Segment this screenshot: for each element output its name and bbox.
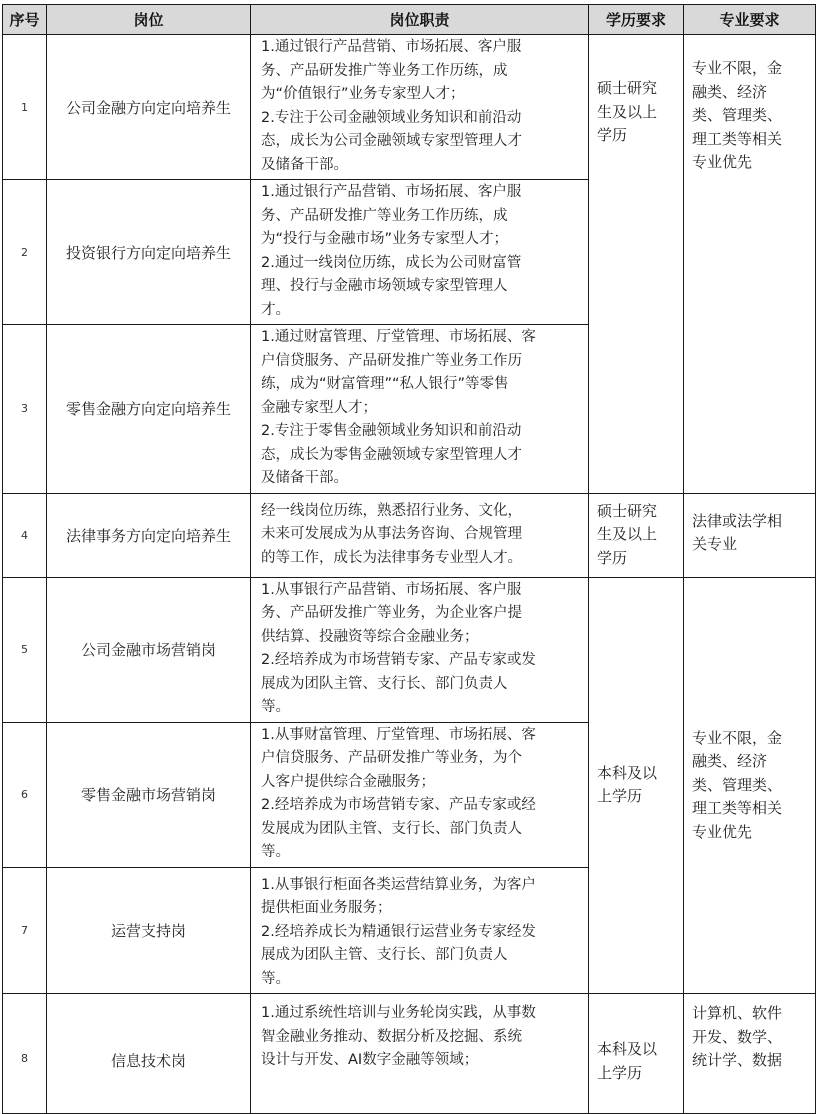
education-requirement: 本科及以 上学历 bbox=[589, 994, 684, 1114]
position-name: 零售金融市场营销岗 bbox=[47, 722, 251, 867]
position-name: 零售金融方向定向培养生 bbox=[47, 325, 251, 494]
position-duties: 1.从事银行柜面各类运营结算业务，为客户 提供柜面业务服务； 2.经培养成长为精通银行运营业务专家经发 展成为团队主管、支行长、部门负责人 等。 bbox=[251, 867, 589, 994]
major-requirement: 专业不限，金 融类、经济 类、管理类、 理工类等相关 专业优先 bbox=[684, 577, 816, 994]
major-requirement: 计算机、软件 开发、数学、 统计学、数据 bbox=[684, 994, 816, 1114]
header-education: 学历要求 bbox=[589, 5, 684, 35]
position-name: 法律事务方向定向培养生 bbox=[47, 493, 251, 577]
position-name: 投资银行方向定向培养生 bbox=[47, 180, 251, 325]
table-row bbox=[3, 994, 816, 1114]
table-row bbox=[3, 577, 816, 722]
position-duties: 1.从事财富管理、厅堂管理、市场拓展、客 户信贷服务、产品研发推广等业务，为个 人客户提供综合金融服务； 2.经培养成为市场营销专家、产品专家或经 发展成为团队主管、支行长、部门负责人 等。 bbox=[251, 722, 589, 867]
position-name: 运营支持岗 bbox=[47, 867, 251, 994]
header-duties: 岗位职责 bbox=[251, 5, 589, 35]
major-requirement: 法律或法学相 关专业 bbox=[684, 493, 816, 577]
table-row bbox=[3, 493, 816, 577]
position-duties: 1.通过银行产品营销、市场拓展、客户服 务、产品研发推广等业务工作历练，成 为“价值银行”业务专家型人才； 2.专注于公司金融领域业务知识和前沿动 态，成长为公司金融领域专家型管理人才 及储备干部。 bbox=[251, 35, 589, 180]
position-name: 公司金融方向定向培养生 bbox=[47, 35, 251, 180]
header-position: 岗位 bbox=[47, 5, 251, 35]
education-requirement: 本科及以 上学历 bbox=[589, 577, 684, 994]
recruitment-table bbox=[2, 4, 816, 1114]
row-number: 4 bbox=[3, 493, 47, 577]
position-name: 信息技术岗 bbox=[47, 994, 251, 1114]
position-duties: 1.通过系统性培训与业务轮岗实践，从事数 智金融业务推动、数据分析及挖掘、系统 设计与开发、AI数字金融等领域； bbox=[251, 994, 589, 1114]
row-number: 8 bbox=[3, 994, 47, 1114]
position-name: 公司金融市场营销岗 bbox=[47, 577, 251, 722]
row-number: 3 bbox=[3, 325, 47, 494]
table-row bbox=[3, 35, 816, 180]
row-number: 5 bbox=[3, 577, 47, 722]
position-duties: 1.从事银行产品营销、市场拓展、客户服 务、产品研发推广等业务，为企业客户提 供结算、投融资等综合金融业务； 2.经培养成为市场营销专家、产品专家或发 展成为团队主管、支行长、部门负责人 等。 bbox=[251, 577, 589, 722]
position-duties: 经一线岗位历练，熟悉招行业务、文化， 未来可发展成为从事法务咨询、合规管理 的等工作，成长为法律事务专业型人才。 bbox=[251, 493, 589, 577]
header-no: 序号 bbox=[3, 5, 47, 35]
header-major: 专业要求 bbox=[684, 5, 816, 35]
header-row bbox=[3, 5, 816, 35]
row-number: 6 bbox=[3, 722, 47, 867]
table-header bbox=[3, 5, 816, 35]
position-duties: 1.通过财富管理、厅堂管理、市场拓展、客 户信贷服务、产品研发推广等业务工作历 练，成为“财富管理”“私人银行”等零售 金融专家型人才； 2.专注于零售金融领域业务知识和前沿动 态，成长为零售金融领域专家型管理人才 及储备干部。 bbox=[251, 325, 589, 494]
position-duties: 1.通过银行产品营销、市场拓展、客户服 务、产品研发推广等业务工作历练，成 为“投行与金融市场”业务专家型人才； 2.通过一线岗位历练，成长为公司财富管 理、投行与金融市场领域专家型管理人 才。 bbox=[251, 180, 589, 325]
row-number: 2 bbox=[3, 180, 47, 325]
education-requirement: 硕士研究 生及以上 学历 bbox=[589, 35, 684, 494]
row-number: 7 bbox=[3, 867, 47, 994]
education-requirement: 硕士研究 生及以上 学历 bbox=[589, 493, 684, 577]
row-number: 1 bbox=[3, 35, 47, 180]
major-requirement: 专业不限，金 融类、经济 类、管理类、 理工类等相关 专业优先 bbox=[684, 35, 816, 494]
table-body bbox=[3, 35, 816, 1114]
